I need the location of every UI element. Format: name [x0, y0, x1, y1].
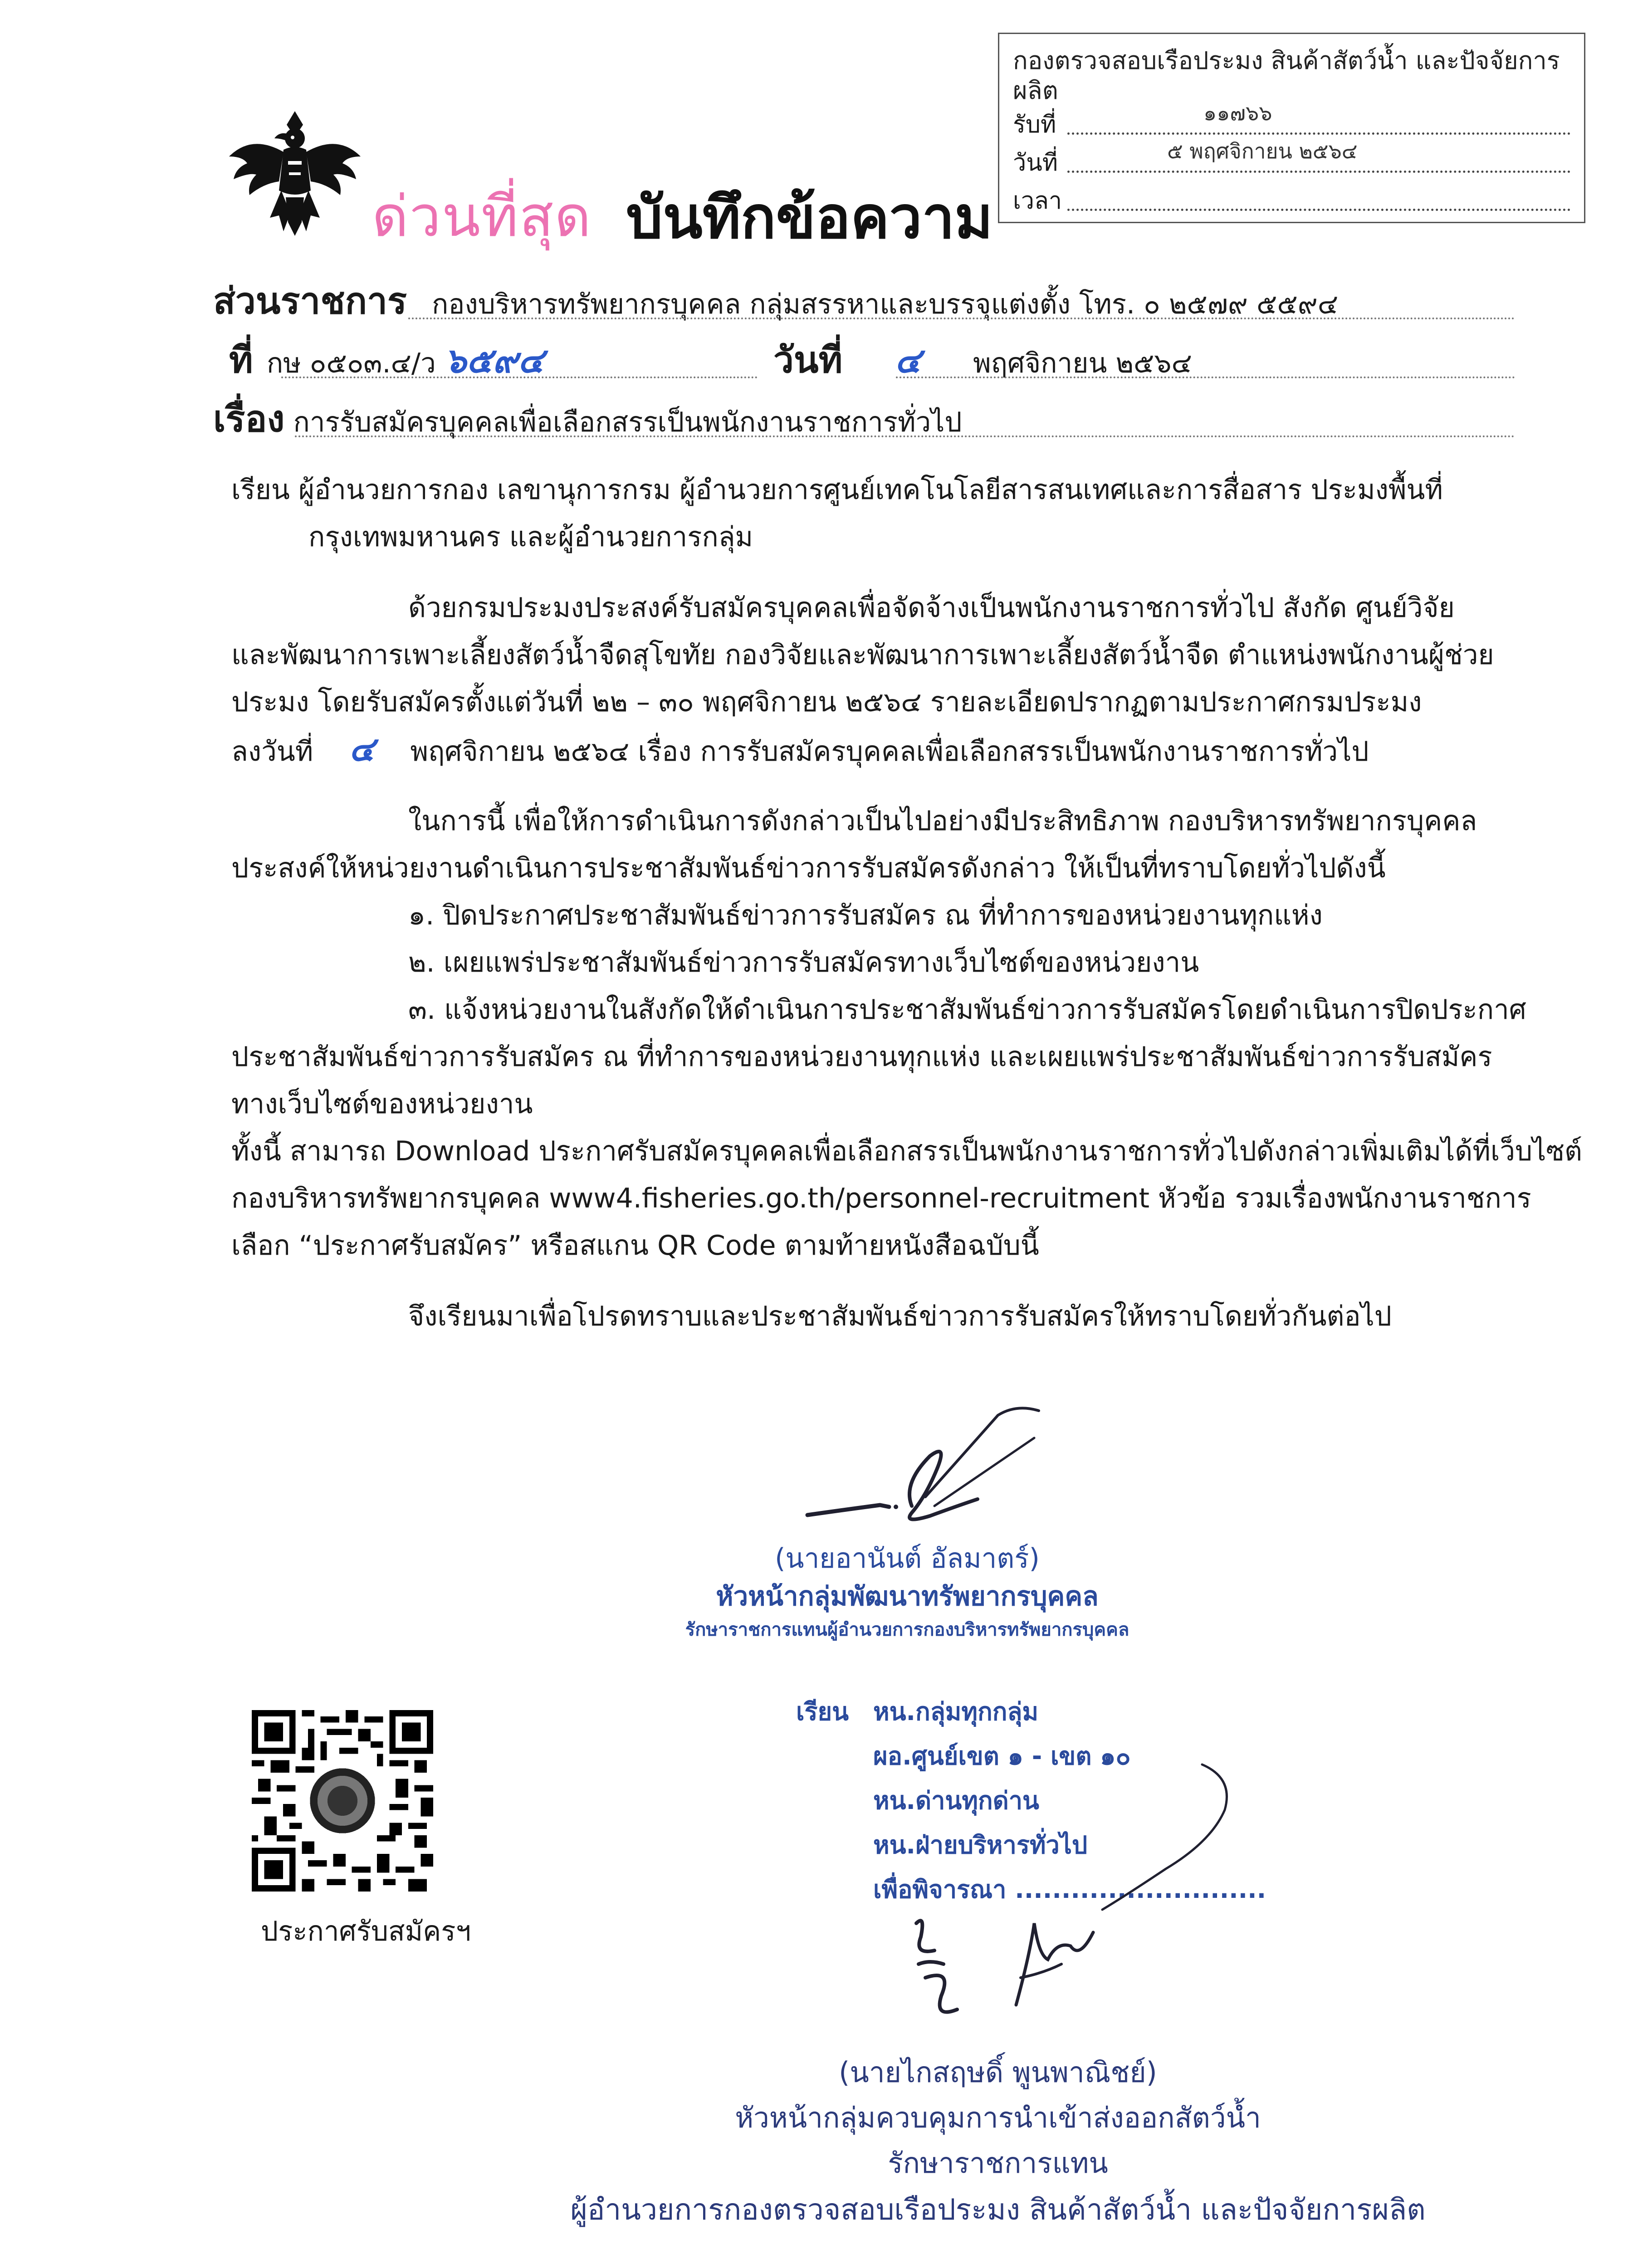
routing-label: เรียน [796, 1697, 849, 1726]
p3-line-1: ทั้งนี้ สามารถ Download ประกาศรับสมัครบุคคลเพื่อเลือกสรรเป็นพนักงานราชการทั่วไปดังกล่าวเพิ่มเติมได้ที่เว็บไซต์ [231, 1135, 1582, 1167]
stamp-time-row [1013, 182, 1570, 220]
routing-line-3: หน.ด่านทุกด่าน [873, 1786, 1039, 1815]
p3-line-3: เลือก “ประกาศรับสมัคร” หรือสแกน QR Code ตามท้ายหนังสือฉบับนี้ [231, 1230, 1039, 1261]
p1-line-3: ประมง โดยรับสมัครตั้งแต่วันที่ ๒๒ – ๓๐ พฤศจิกายน ๒๕๖๔ รายละเอียดปรากฏตามประกาศกรมประมง [231, 686, 1422, 718]
stamp-time-label: เวลา [1013, 187, 1062, 215]
qr-caption: ประกาศรับสมัครฯ [261, 1916, 471, 1947]
p2-line-1: ในการนี้ เพื่อให้การดำเนินการดังกล่าวเป็นไปอย่างมีประสิทธิภาพ กองบริหารทรัพยากรบุคคล [408, 805, 1477, 837]
routing-line-5: เพื่อพิจารณา ........................... [873, 1875, 1266, 1904]
item-1: ๑. ปิดประกาศประชาสัมพันธ์ข่าวการรับสมัคร ณ ที่ทำการของหน่วยงานทุกแห่ง [408, 899, 1323, 931]
routing-line-2: ผอ.ศูนย์เขต ๑ - เขต ๑๐ [873, 1742, 1131, 1770]
closing-line: จึงเรียนมาเพื่อโปรดทราบและประชาสัมพันธ์ข่าวการรับสมัครให้ทราบโดยทั่วกันต่อไป [408, 1300, 1392, 1332]
date-label: วันที่ [773, 339, 843, 381]
subject-row [213, 390, 962, 448]
item-3-line-1: ๓. แจ้งหน่วยงานในสังกัดให้ดำเนินการประชาสัมพันธ์ข่าวการรับสมัครโดยดำเนินการปิดประกาศ [408, 994, 1526, 1026]
p1-line-4-suffix: พฤศจิกายน ๒๕๖๔ เรื่อง การรับสมัครบุคคลเพื่อเลือกสรรเป็นพนักงานราชการทั่วไป [410, 736, 1369, 767]
signer-2-on-behalf: ผู้อำนวยการกองตรวจสอบเรือประมง สินค้าสัตว์น้ำ และปัจจัยการผลิต [570, 2193, 1426, 2227]
item-3-line-2: ประชาสัมพันธ์ข่าวการรับสมัคร ณ ที่ทำการของหน่วยงานทุกแห่ง และเผยแพร่ประชาสัมพันธ์ข่าวการรับสมัคร [231, 1041, 1492, 1073]
subject-value: การรับสมัครบุคคลเพื่อเลือกสรรเป็นพนักงานราชการทั่วไป [293, 406, 962, 438]
recipient-line-1: เรียน ผู้อำนวยการกอง เลขานุการกรม ผู้อำนวยการศูนย์เทคโนโลยีสารสนเทศและการสื่อสาร ประมงพื้นที่ [231, 474, 1443, 506]
stamp-office: กองตรวจสอบเรือประมง สินค้าสัตว์น้ำ และปัจจัยการผลิต [1013, 46, 1560, 105]
urgency-label: ด่วนที่สุด [372, 184, 592, 249]
qr-code-icon [252, 1710, 433, 1892]
stamp-received-value: ๑๑๗๖๖ [1203, 101, 1272, 125]
signature-1 [798, 1402, 1052, 1538]
ref-row [229, 331, 544, 389]
ref-number-handwritten: ๖๕๙๔ [444, 340, 544, 381]
subject-label: เรื่อง [213, 398, 285, 440]
routing-line-1: หน.กลุ่มทุกกลุ่ม [873, 1697, 1039, 1726]
p1-line-4 [231, 726, 1369, 775]
signature-2 [898, 1887, 1152, 2050]
ref-label: ที่ [229, 339, 253, 381]
stamp-date-row [1013, 139, 1570, 182]
date-value: พฤศจิกายน ๒๕๖๔ [973, 347, 1192, 379]
agency-row [213, 272, 1338, 330]
routing-line-4: หน.ฝ่ายบริหารทั่วไป [873, 1831, 1088, 1859]
date-day-handwritten: ๔ [895, 340, 921, 381]
signer-2-position: หัวหน้ากลุ่มควบคุมการนำเข้าส่งออกสัตว์น้ำ [735, 2101, 1261, 2134]
p1-line-2: และพัฒนาการเพาะเลี้ยงสัตว์น้ำจืดสุโขทัย กองวิจัยและพัฒนาการเพาะเลี้ยงสัตว์น้ำจืด ตำแหน่งพนักงานผู้ช่วย [231, 639, 1494, 671]
signer-1-acting: รักษาราชการแทนผู้อำนวยการกองบริหารทรัพยากรบุคคล [685, 1619, 1129, 1640]
p1-line-1: ด้วยกรมประมงประสงค์รับสมัครบุคคลเพื่อจัดจ้างเป็นพนักงานราชการทั่วไป สังกัด ศูนย์วิจัย [408, 592, 1455, 624]
ref-value: กษ ๐๕๐๓.๔/ว [266, 347, 436, 379]
p3-line-2: กองบริหารทรัพยากรบุคคล www4.fisheries.go.th/personnel-recruitment หัวข้อ รวมเรื่องพนักงานราชการ [231, 1183, 1531, 1214]
p1-line-4-prefix: ลงวันที่ [231, 736, 313, 767]
stamp-date-value: ๕ พฤศจิกายน ๒๕๖๔ [1167, 139, 1358, 163]
date-row [773, 331, 1192, 389]
agency-label: ส่วนราชการ [213, 280, 407, 322]
recipient-line-2: กรุงเทพมหานคร และผู้อำนวยการกลุ่ม [308, 521, 753, 553]
agency-value: กองบริหารทรัพยากรบุคคล กลุ่มสรรหาและบรรจุแต่งตั้ง โทร. ๐ ๒๕๗๙ ๕๕๙๔ [432, 288, 1339, 320]
memo-title: บันทึกข้อความ [626, 184, 993, 252]
signer-2-acting: รักษาราชการแทน [888, 2146, 1108, 2180]
p2-line-2: ประสงค์ให้หน่วยงานดำเนินการประชาสัมพันธ์ข่าวการรับสมัครดังกล่าว ให้เป็นที่ทราบโดยทั่วไปดังนี้ [231, 852, 1386, 884]
signer-1-position: หัวหน้ากลุ่มพัฒนาทรัพยากรบุคคล [716, 1581, 1099, 1612]
receipt-stamp [998, 33, 1585, 223]
item-2: ๒. เผยแพร่ประชาสัมพันธ์ข่าวการรับสมัครทางเว็บไซต์ของหน่วยงาน [408, 947, 1199, 978]
signer-2-name: (นายไกสฤษดิ์ พูนพาณิชย์) [839, 2056, 1157, 2089]
signer-1-name: (นายอานันต์ อัลมาตร์) [775, 1543, 1040, 1574]
item-3-line-3: ทางเว็บไซต์ของหน่วยงาน [231, 1088, 533, 1120]
p1-day-handwritten: ๔ [349, 730, 375, 769]
garuda-emblem-icon [225, 107, 365, 243]
stamp-received-label: รับที่ [1013, 111, 1056, 138]
stamp-date-label: วันที่ [1013, 149, 1058, 176]
